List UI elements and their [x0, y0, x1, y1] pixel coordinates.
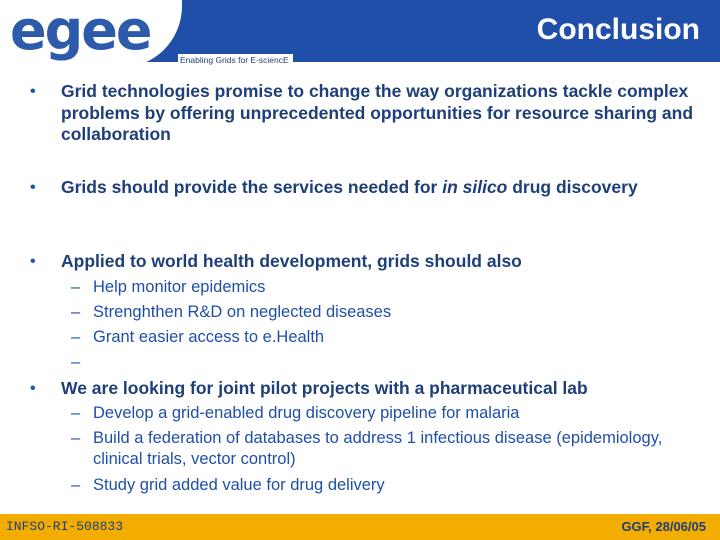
bullet-text-italic: in silico — [442, 177, 508, 197]
bullet-3 — [30, 251, 700, 273]
sub-marker: – — [71, 328, 81, 346]
bullet-1 — [30, 81, 700, 146]
bullet-text: Applied to world health development, grids should also — [61, 251, 522, 271]
bullet-marker: • — [30, 253, 36, 270]
bullet-marker: • — [30, 380, 36, 397]
sub-text: Grant easier access to e.Health — [93, 328, 325, 346]
footer-bar — [0, 514, 720, 540]
footer-event-date: GGF, 28/06/05 — [621, 519, 706, 534]
sub-marker: – — [71, 278, 81, 296]
sub-item — [71, 428, 701, 470]
sub-item — [71, 277, 701, 298]
bullet-text: We are looking for joint pilot projects with a pharmaceutical lab — [61, 378, 588, 398]
tagline: Enabling Grids for E-sciencE — [178, 54, 293, 67]
sub-item — [71, 327, 701, 348]
sub-marker: – — [71, 353, 81, 371]
bullet-4 — [30, 378, 700, 400]
sub-item — [71, 403, 701, 424]
bullet-2 — [30, 177, 700, 199]
egee-logo: egee — [10, 0, 151, 62]
sub-marker: – — [71, 303, 81, 321]
sub-marker: – — [71, 404, 81, 422]
bullet-text-after: drug discovery — [507, 177, 638, 197]
footer-project-code: INFSO-RI-508833 — [6, 519, 124, 534]
bullet-text-before: Grids should provide the services needed for — [61, 177, 443, 197]
bullet-marker: • — [30, 179, 36, 196]
bullet-text — [61, 177, 700, 199]
sub-text: Help monitor epidemics — [93, 278, 266, 296]
bullet-text: Grid technologies promise to change the way organizations tackle complex problems by offering unprecedented opportunities for resource sharing and collaboration — [61, 81, 694, 144]
sub-marker: – — [71, 476, 81, 494]
sub-text: Build a federation of databases to address 1 infectious disease (epidemiology, clinical trials, vector control) — [93, 429, 663, 468]
sub-item — [71, 475, 701, 496]
sub-text: Strenghthen R&D on neglected diseases — [93, 303, 392, 321]
sub-text: Study grid added value for drug delivery — [93, 476, 385, 494]
sub-marker: – — [71, 429, 81, 447]
slide-title: Conclusion — [536, 13, 700, 46]
sub-item — [71, 302, 701, 323]
bullet-marker: • — [30, 83, 36, 100]
sub-text: Develop a grid-enabled drug discovery pipeline for malaria — [93, 404, 520, 422]
